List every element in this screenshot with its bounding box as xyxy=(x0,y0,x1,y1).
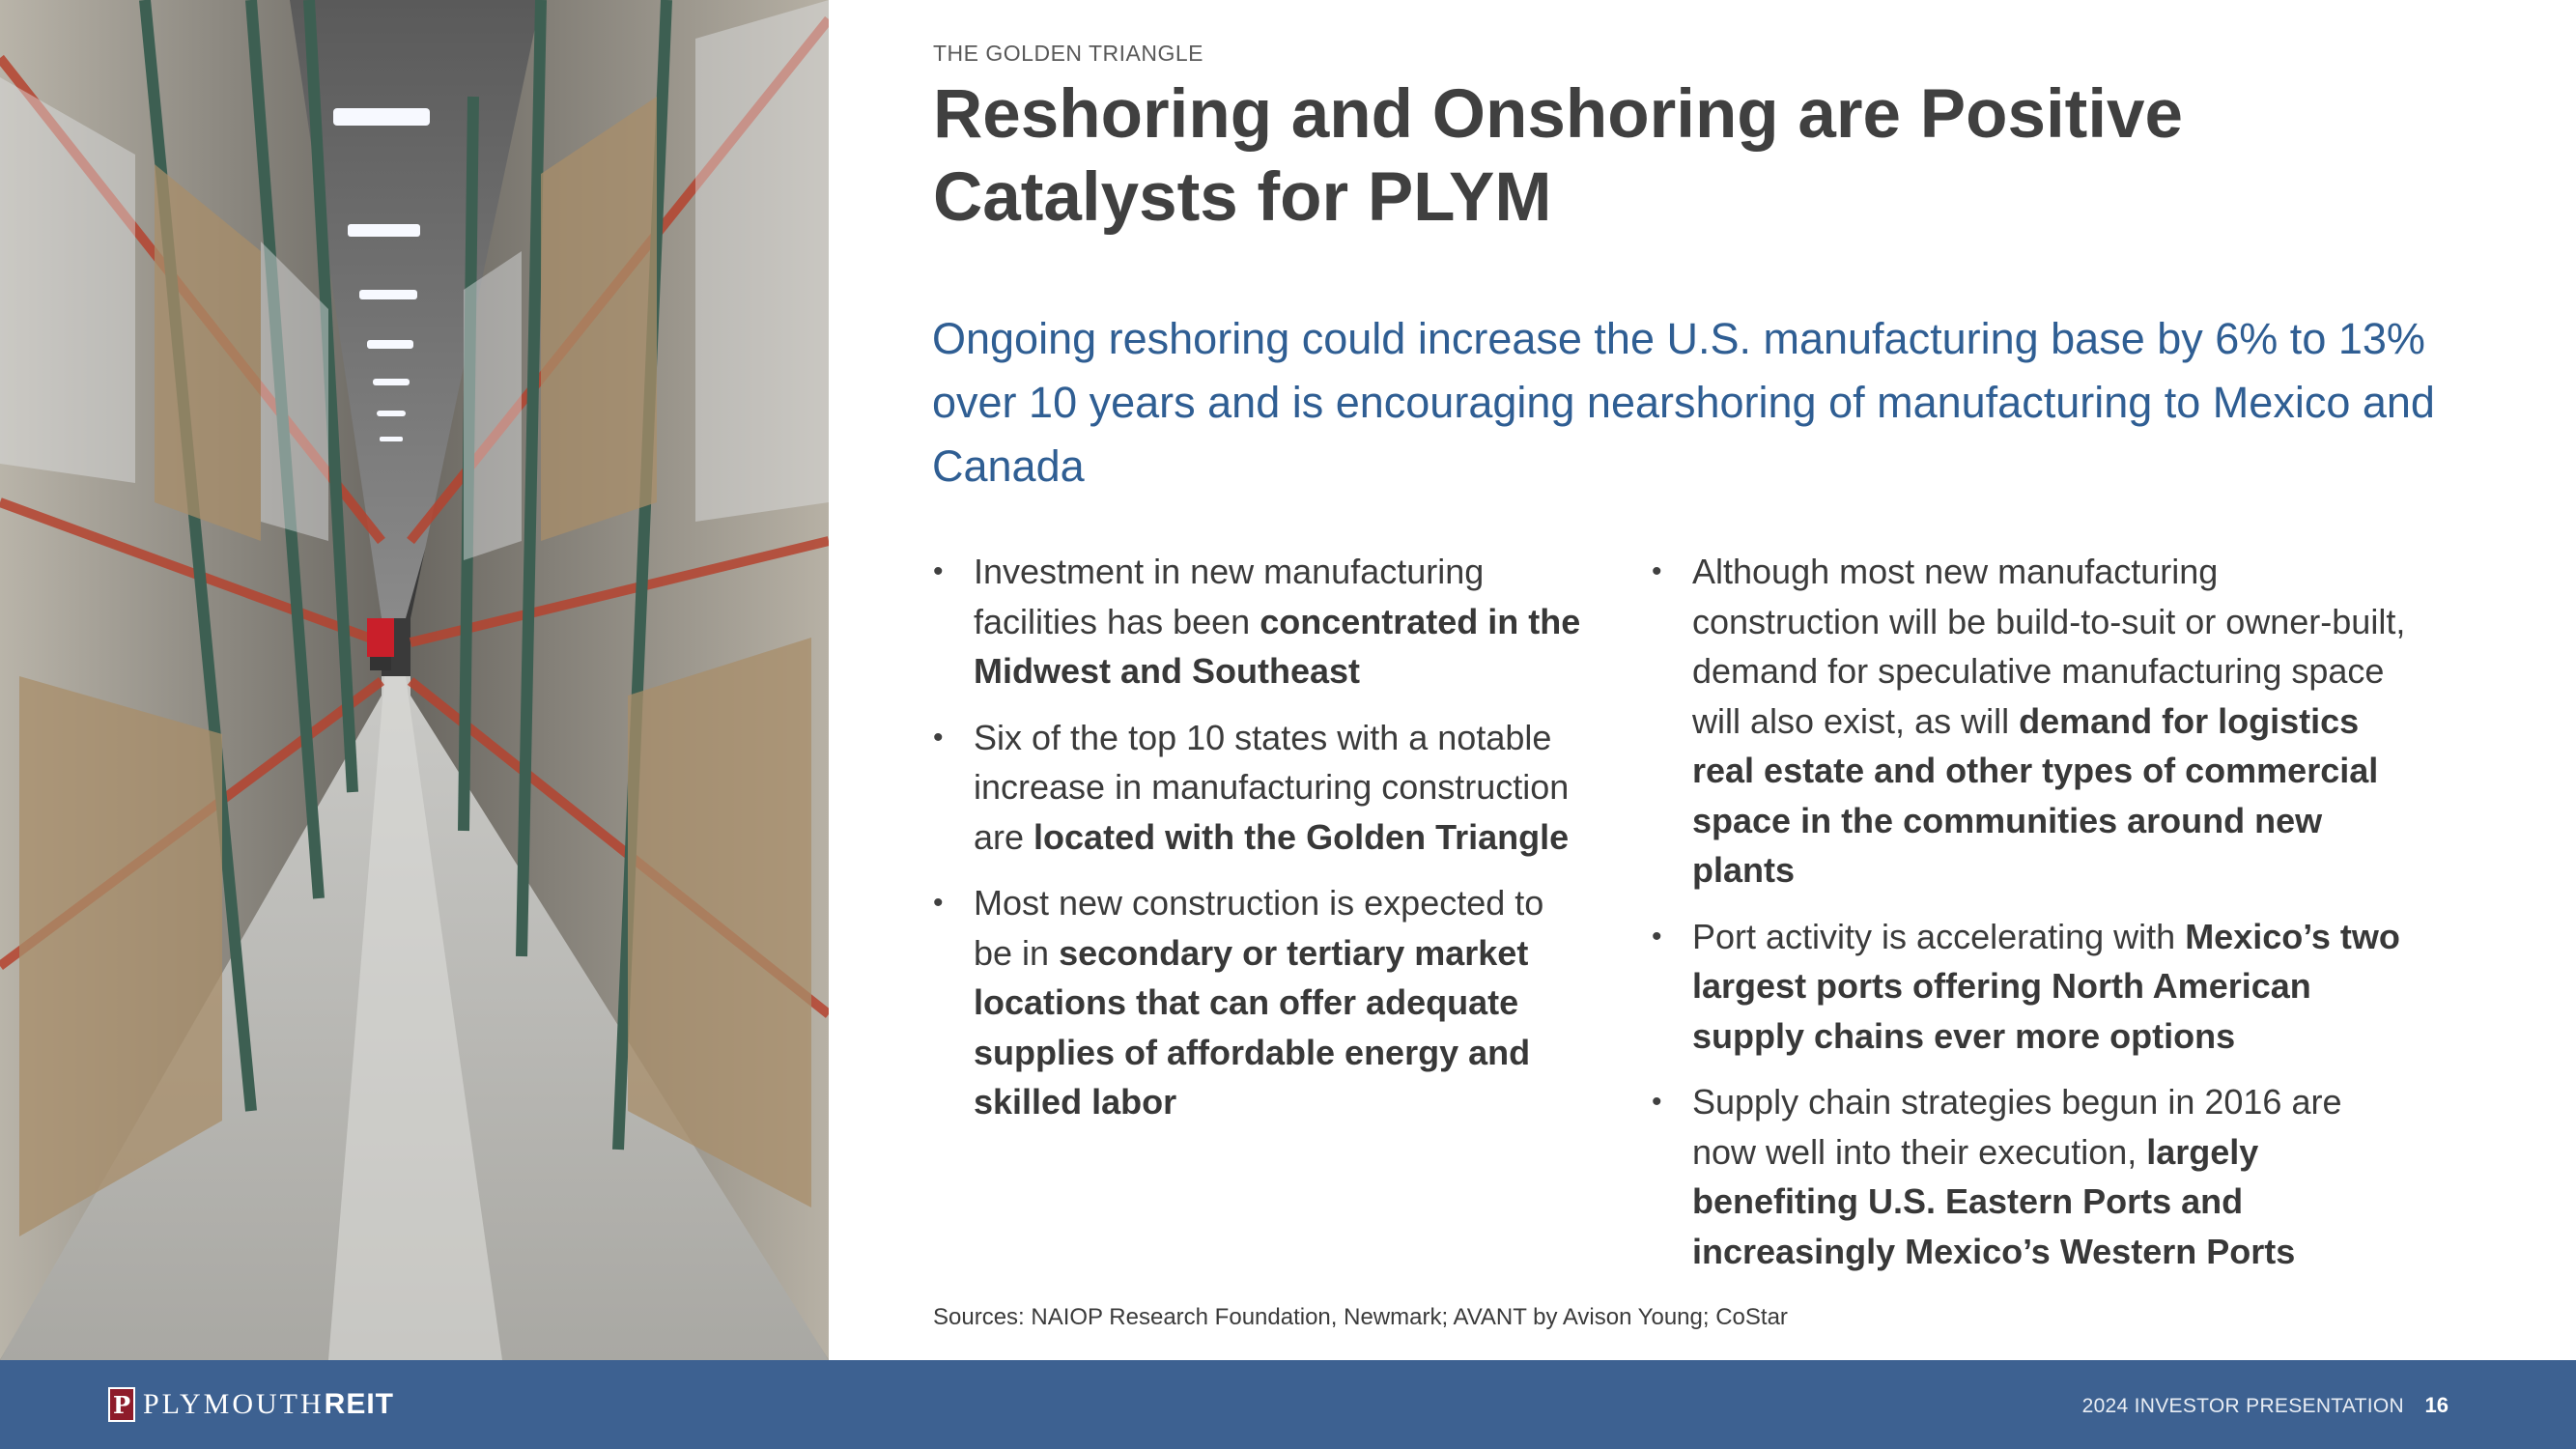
bullet-icon: • xyxy=(1652,920,1662,952)
plymouth-reit-logo xyxy=(108,1385,394,1424)
right-bullet-list xyxy=(1652,547,2415,1293)
bullet-icon: • xyxy=(933,721,944,753)
logo-wordmark: PLYMOUTHREIT xyxy=(143,1388,395,1420)
bullet-icon: • xyxy=(933,887,944,919)
logo-mark-icon: P xyxy=(108,1387,135,1422)
bullet-icon: • xyxy=(1652,555,1662,587)
list-item: • Investment in new manufacturing facilities has been concentrated in the Midwest and Southeast xyxy=(933,547,1590,696)
sources-note: Sources: NAIOP Research Foundation, Newmark; AVANT by Avison Young; CoStar xyxy=(933,1304,1788,1330)
warehouse-aisle-photo xyxy=(0,0,829,1360)
list-item: • Port activity is accelerating with Mexico’s two largest ports offering North American supply chains ever more options xyxy=(1652,912,2415,1062)
list-item: • Most new construction is expected to be in secondary or tertiary market locations that can offer adequate supplies of affordable energy and skilled labor xyxy=(933,878,1590,1127)
list-item: • Supply chain strategies begun in 2016 are now well into their execution, largely benefiting U.S. Eastern Ports and increasingly Mexico’s Western Ports xyxy=(1652,1077,2415,1276)
left-bullet-list xyxy=(933,547,1590,1144)
bullet-icon: • xyxy=(1652,1086,1662,1118)
page-number: 16 xyxy=(2424,1393,2449,1417)
list-item: • Six of the top 10 states with a notable increase in manufacturing construction are located with the Golden Triangle xyxy=(933,713,1590,863)
footer-bar xyxy=(0,1360,2576,1449)
page-title: Reshoring and Onshoring are Positive Catalysts for PLYM xyxy=(933,76,2184,236)
section-eyebrow: THE GOLDEN TRIANGLE xyxy=(933,41,1204,66)
list-item: • Although most new manufacturing construction will be build-to-suit or owner-built, demand for speculative manufacturing space will also exist, as will demand for logistics real estate and other types of commercial space in the communities around new plants xyxy=(1652,547,2415,895)
lead-statement: Ongoing reshoring could increase the U.S. manufacturing base by 6% to 13% over 10 years and is encouraging nearshoring of manufacturing to Mexico and Canada xyxy=(932,314,2435,491)
bullet-icon: • xyxy=(933,555,944,587)
footer-presentation-label: 2024 INVESTOR PRESENTATION xyxy=(2081,1395,2404,1417)
